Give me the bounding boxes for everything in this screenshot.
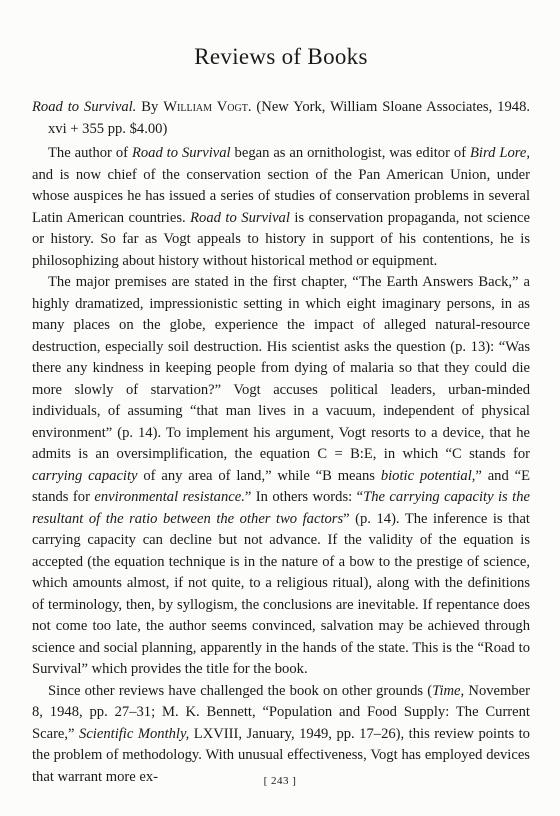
text-run: of any area of land,” while “B means bbox=[137, 467, 381, 484]
text-run: began as an ornithologist, was editor of bbox=[230, 145, 470, 161]
italic-run: Road to Survival bbox=[131, 145, 231, 161]
italic-run: Time, bbox=[432, 682, 465, 699]
review-paragraph bbox=[32, 272, 530, 681]
text-run: The major premises are stated in the first chapter, “The Earth Answers Back,” a highly dramatized, impressionistic setting in which eight imaginary persons, in as many places on the globe, experience the impact of alleged natural-resource destruction, especially soil destruction. His scientist asks the question (p. 13): “Was there any kindness in keeping people from dying of malaria so that they could die more slowly of starvation?” Vogt accuses political leaders, urban-minded individuals, of assuming “that man lives in a vacuum, independent of physical environment” (p. 14). To implement his argument, Vogt resorts to a device, that he admits is an oversimplification, the equation C = B:E, in which “C stands for bbox=[32, 274, 530, 462]
book-citation bbox=[32, 96, 530, 140]
page-heading: Reviews of Books bbox=[194, 44, 368, 69]
text-run: LXVIII, January, 1949, pp. 17–26), this review points to the problem of methodology. With unusual effectiveness, Vogt has employed devices that warrant more ex- bbox=[32, 725, 530, 785]
review-paragraph bbox=[32, 143, 530, 272]
page-number: [ 243 ] bbox=[263, 775, 297, 787]
text-run: is conservation propaganda, not science or history. So far as Vogt appeals to history in support of his contentions, he is philosophizing about history without historical method or equipment. bbox=[32, 209, 530, 269]
text-run: ” In others words: “ bbox=[244, 489, 364, 505]
italic-run: biotic potential, bbox=[380, 467, 476, 484]
book-title: Road to Survival. bbox=[32, 99, 137, 115]
review-paragraph bbox=[32, 681, 530, 789]
book-author: William Vogt. bbox=[163, 99, 252, 115]
italic-run: Road to Survival bbox=[190, 209, 290, 226]
text-run: and is now chief of the conservation section of the Pan American Union, under whose auspices he has issued a series of studies of conservation problems in several Latin American countries. bbox=[32, 166, 530, 226]
italic-run: Bird Lore, bbox=[470, 145, 531, 161]
text-run: ” (p. 14). The inference is that carrying capacity can decline but not advance. If the validity of the equation is accepted (the equation technique is in the nature of a bow to the prestige of science, which amounts almost, if not quite, to a religious ritual), along with the definitions of terminology, then, by syllogism, the conclusions are inevitable. If repentance does not come too late, the author seems convinced, salvation may be achieved through science and social planning, apparently in the hands of the state. This is the “Road to Survival” which provides the title for the book. bbox=[32, 510, 530, 677]
italic-run: Scientific Monthly, bbox=[79, 725, 190, 742]
italic-run: carrying capacity bbox=[32, 467, 138, 484]
text-run: Since other reviews have challenged the book on other grounds ( bbox=[48, 682, 433, 699]
italic-run: The carrying capacity is the resultant of the ratio between the other two factors bbox=[32, 489, 530, 527]
publication-details: (New York, William Sloane Associates, 1948. xvi + 355 pp. $4.00) bbox=[48, 99, 531, 137]
text-run: The author of bbox=[48, 145, 132, 161]
citation-by: By bbox=[136, 99, 164, 115]
italic-run: environmental resistance. bbox=[94, 489, 245, 505]
review-body bbox=[32, 143, 530, 788]
text-run: ” and “E stands for bbox=[32, 467, 530, 505]
text-run: November 8, 1948, pp. 27–31; M. K. Bennett, “Population and Food Supply: The Current Scare,” bbox=[32, 682, 530, 742]
